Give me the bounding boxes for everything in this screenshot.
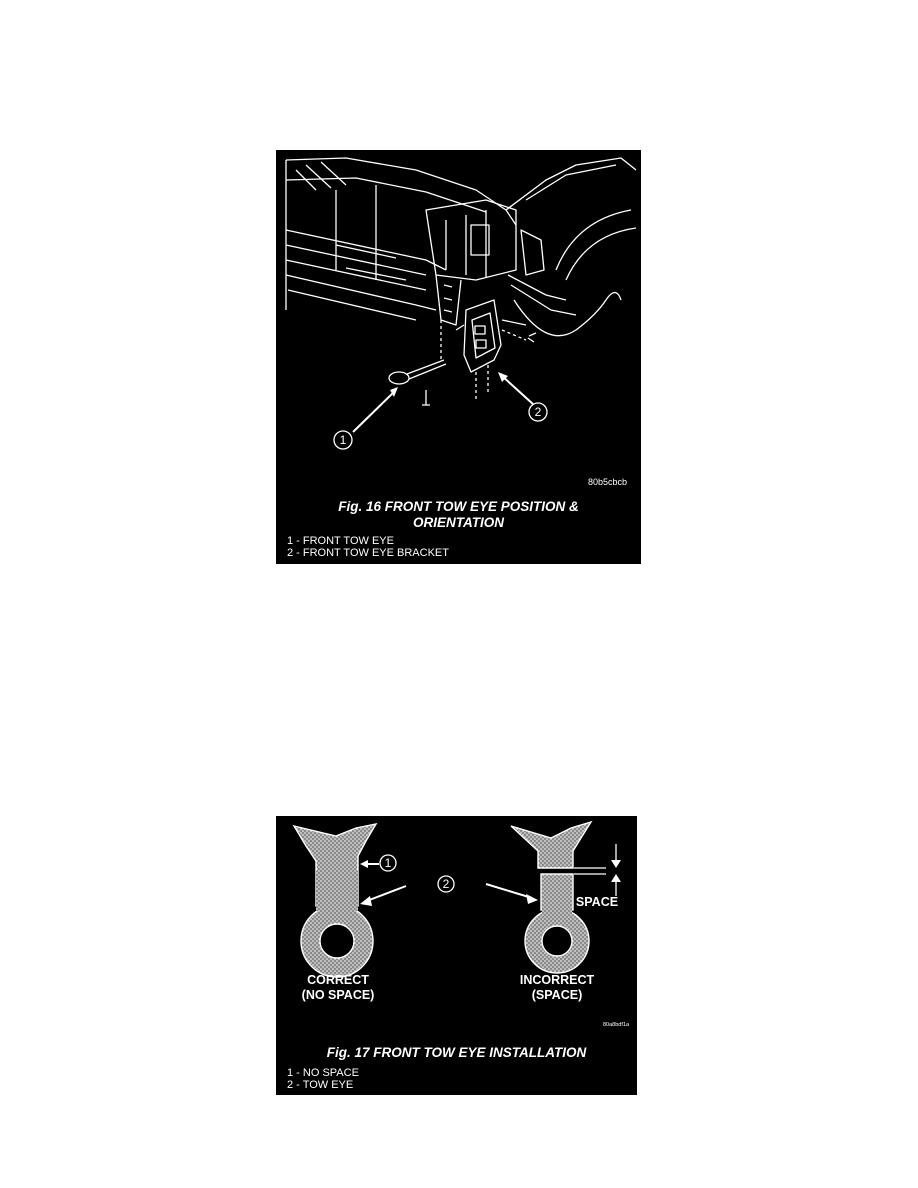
- correct-tow-eye: [294, 824, 376, 977]
- image-code: 80a8bdf1a: [603, 1022, 629, 1028]
- image-code: 80b5cbcb: [587, 477, 627, 487]
- figure-17: [276, 816, 637, 1095]
- callout-2: 2: [442, 877, 450, 891]
- legend-item: 1 - FRONT TOW EYE: [287, 535, 394, 547]
- figure-16: [276, 150, 641, 564]
- correct-sublabel: (NO SPACE): [301, 988, 375, 1002]
- caption-line-2: ORIENTATION: [413, 515, 504, 530]
- callout-2: 2: [534, 405, 542, 419]
- figure-caption: Fig. 17 FRONT TOW EYE INSTALLATION: [326, 1045, 587, 1060]
- legend-item: 1 - NO SPACE: [287, 1067, 359, 1079]
- space-label: SPACE: [575, 895, 619, 909]
- caption-line-1: Fig. 16 FRONT TOW EYE POSITION &: [338, 499, 579, 514]
- incorrect-sublabel: (SPACE): [531, 988, 583, 1002]
- legend-item: 2 - FRONT TOW EYE BRACKET: [287, 547, 449, 559]
- callout-1: 1: [339, 433, 347, 447]
- figure-legend: [287, 535, 449, 559]
- correct-label: CORRECT: [307, 973, 369, 987]
- figure-caption: [276, 499, 641, 531]
- legend-item: 2 - TOW EYE: [287, 1079, 354, 1091]
- incorrect-label: INCORRECT: [519, 973, 595, 987]
- callout-1: 1: [384, 856, 392, 870]
- figure-legend: [287, 1067, 359, 1091]
